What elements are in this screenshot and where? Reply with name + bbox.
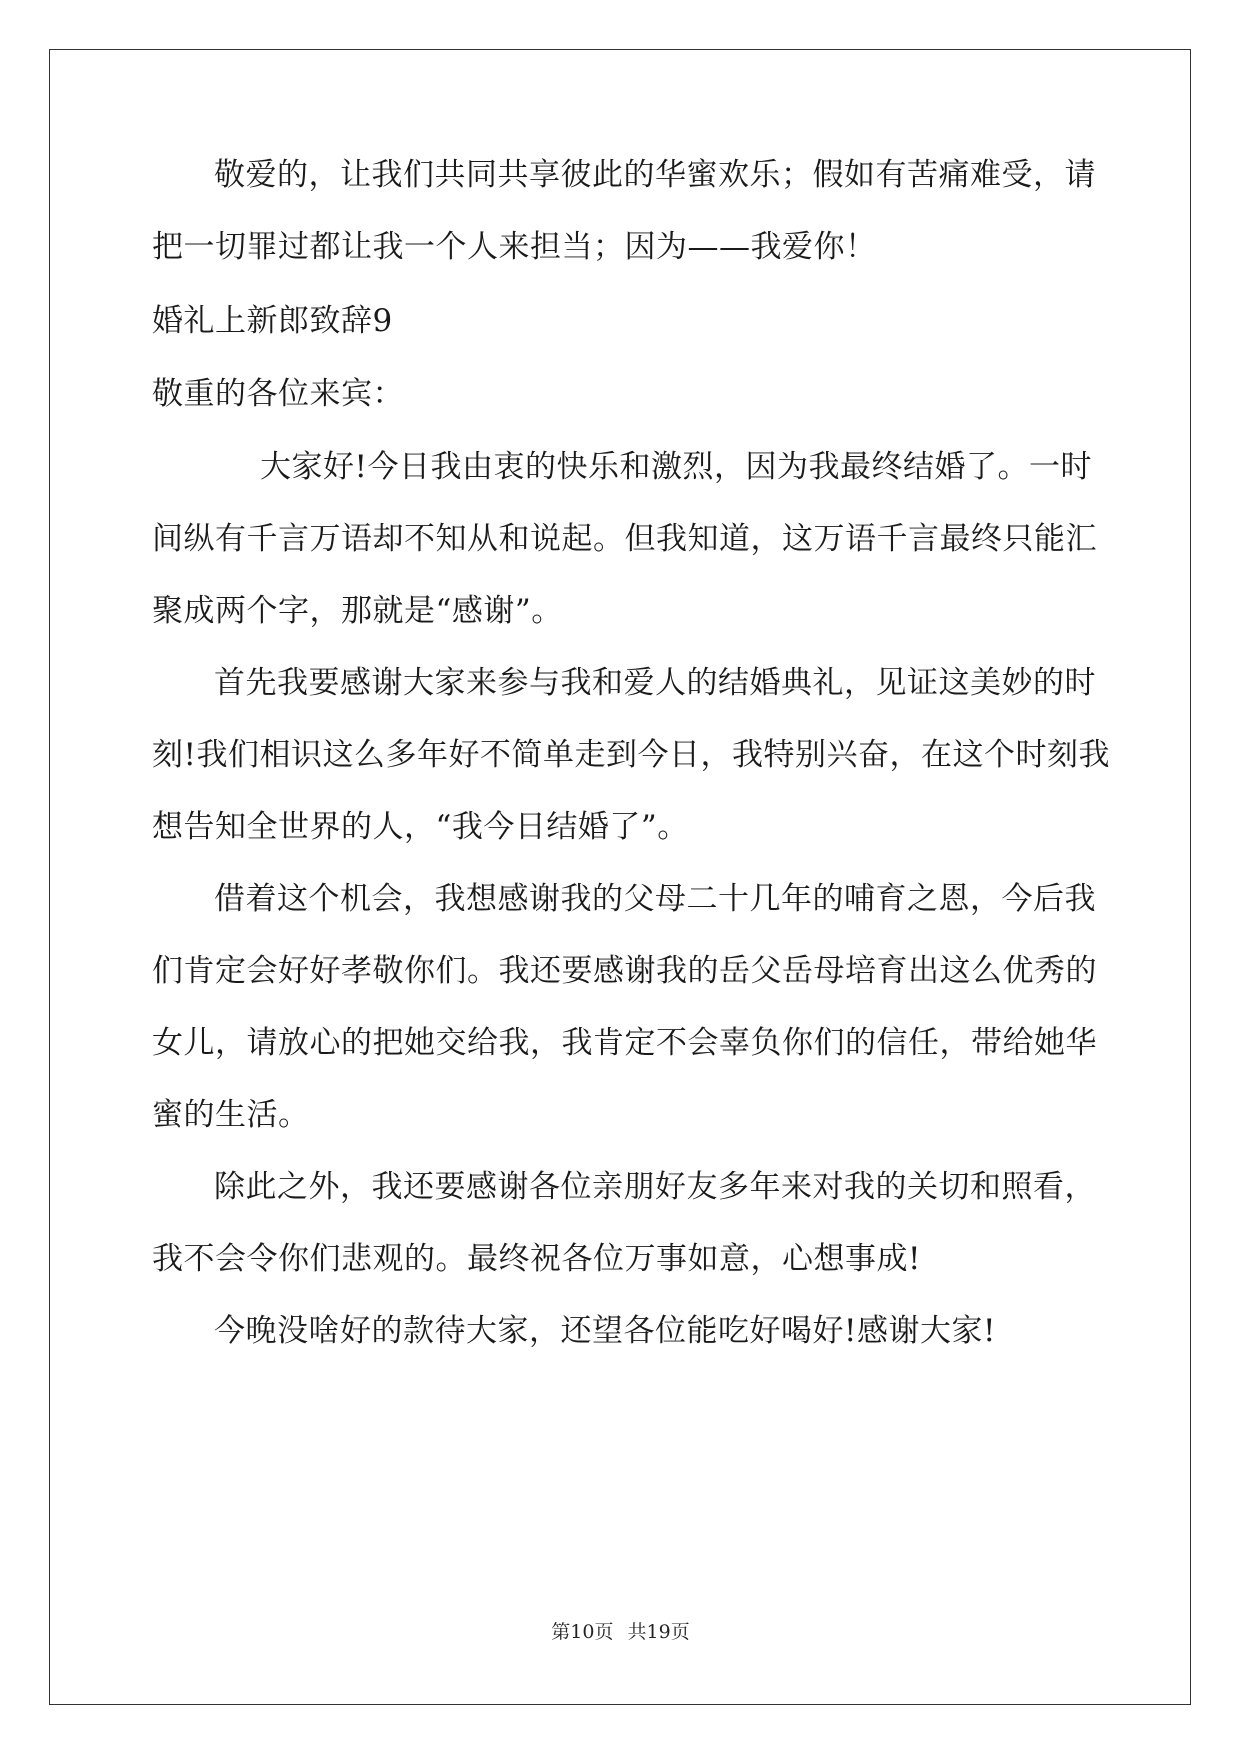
paragraph-line: 间纵有千言万语却不知从和说起。但我知道，这万语千言最终只能汇 — [152, 521, 1097, 557]
paragraph-line: 们肯定会好好孝敬你们。我还要感谢我的岳父岳母培育出这么优秀的 — [152, 953, 1097, 989]
paragraph-line: 刻!我们相识这么多年好不简单走到今日，我特别兴奋，在这个时刻我 — [152, 737, 1110, 773]
paragraph-line: 借着这个机会，我想感谢我的父母二十几年的哺育之恩，今后我 — [214, 881, 1096, 917]
paragraph-line: 敬爱的，让我们共同共享彼此的华蜜欢乐；假如有苦痛难受，请 — [214, 157, 1096, 193]
salutation: 敬重的各位来宾： — [152, 376, 404, 412]
page-border — [49, 49, 1191, 1705]
paragraph-line: 蜜的生活。 — [152, 1097, 310, 1133]
paragraph-line: 我不会令你们悲观的。最终祝各位万事如意，心想事成! — [152, 1241, 921, 1277]
paragraph-line: 想告知全世界的人，“我今日结婚了”。 — [152, 809, 689, 845]
page-number: 第10页 — [551, 1621, 614, 1643]
paragraph-line: 大家好!今日我由衷的快乐和激烈，因为我最终结婚了。一时 — [260, 449, 1092, 485]
paragraph-line: 女儿，请放心的把她交给我，我肯定不会辜负你们的信任，带给她华 — [152, 1025, 1097, 1061]
paragraph-line: 首先我要感谢大家来参与我和爱人的结婚典礼，见证这美妙的时 — [214, 665, 1096, 701]
section-heading: 婚礼上新郎致辞9 — [152, 303, 393, 339]
total-pages: 共19页 — [627, 1621, 690, 1643]
paragraph-line: 把一切罪过都让我一个人来担当；因为——我爱你！ — [152, 229, 877, 265]
paragraph-line: 今晚没啥好的款待大家，还望各位能吃好喝好!感谢大家! — [214, 1313, 996, 1349]
paragraph-line: 除此之外，我还要感谢各位亲朋好友多年来对我的关切和照看， — [214, 1169, 1096, 1205]
paragraph-line: 聚成两个字，那就是“感谢”。 — [152, 593, 563, 629]
page-footer — [0, 1620, 1241, 1644]
